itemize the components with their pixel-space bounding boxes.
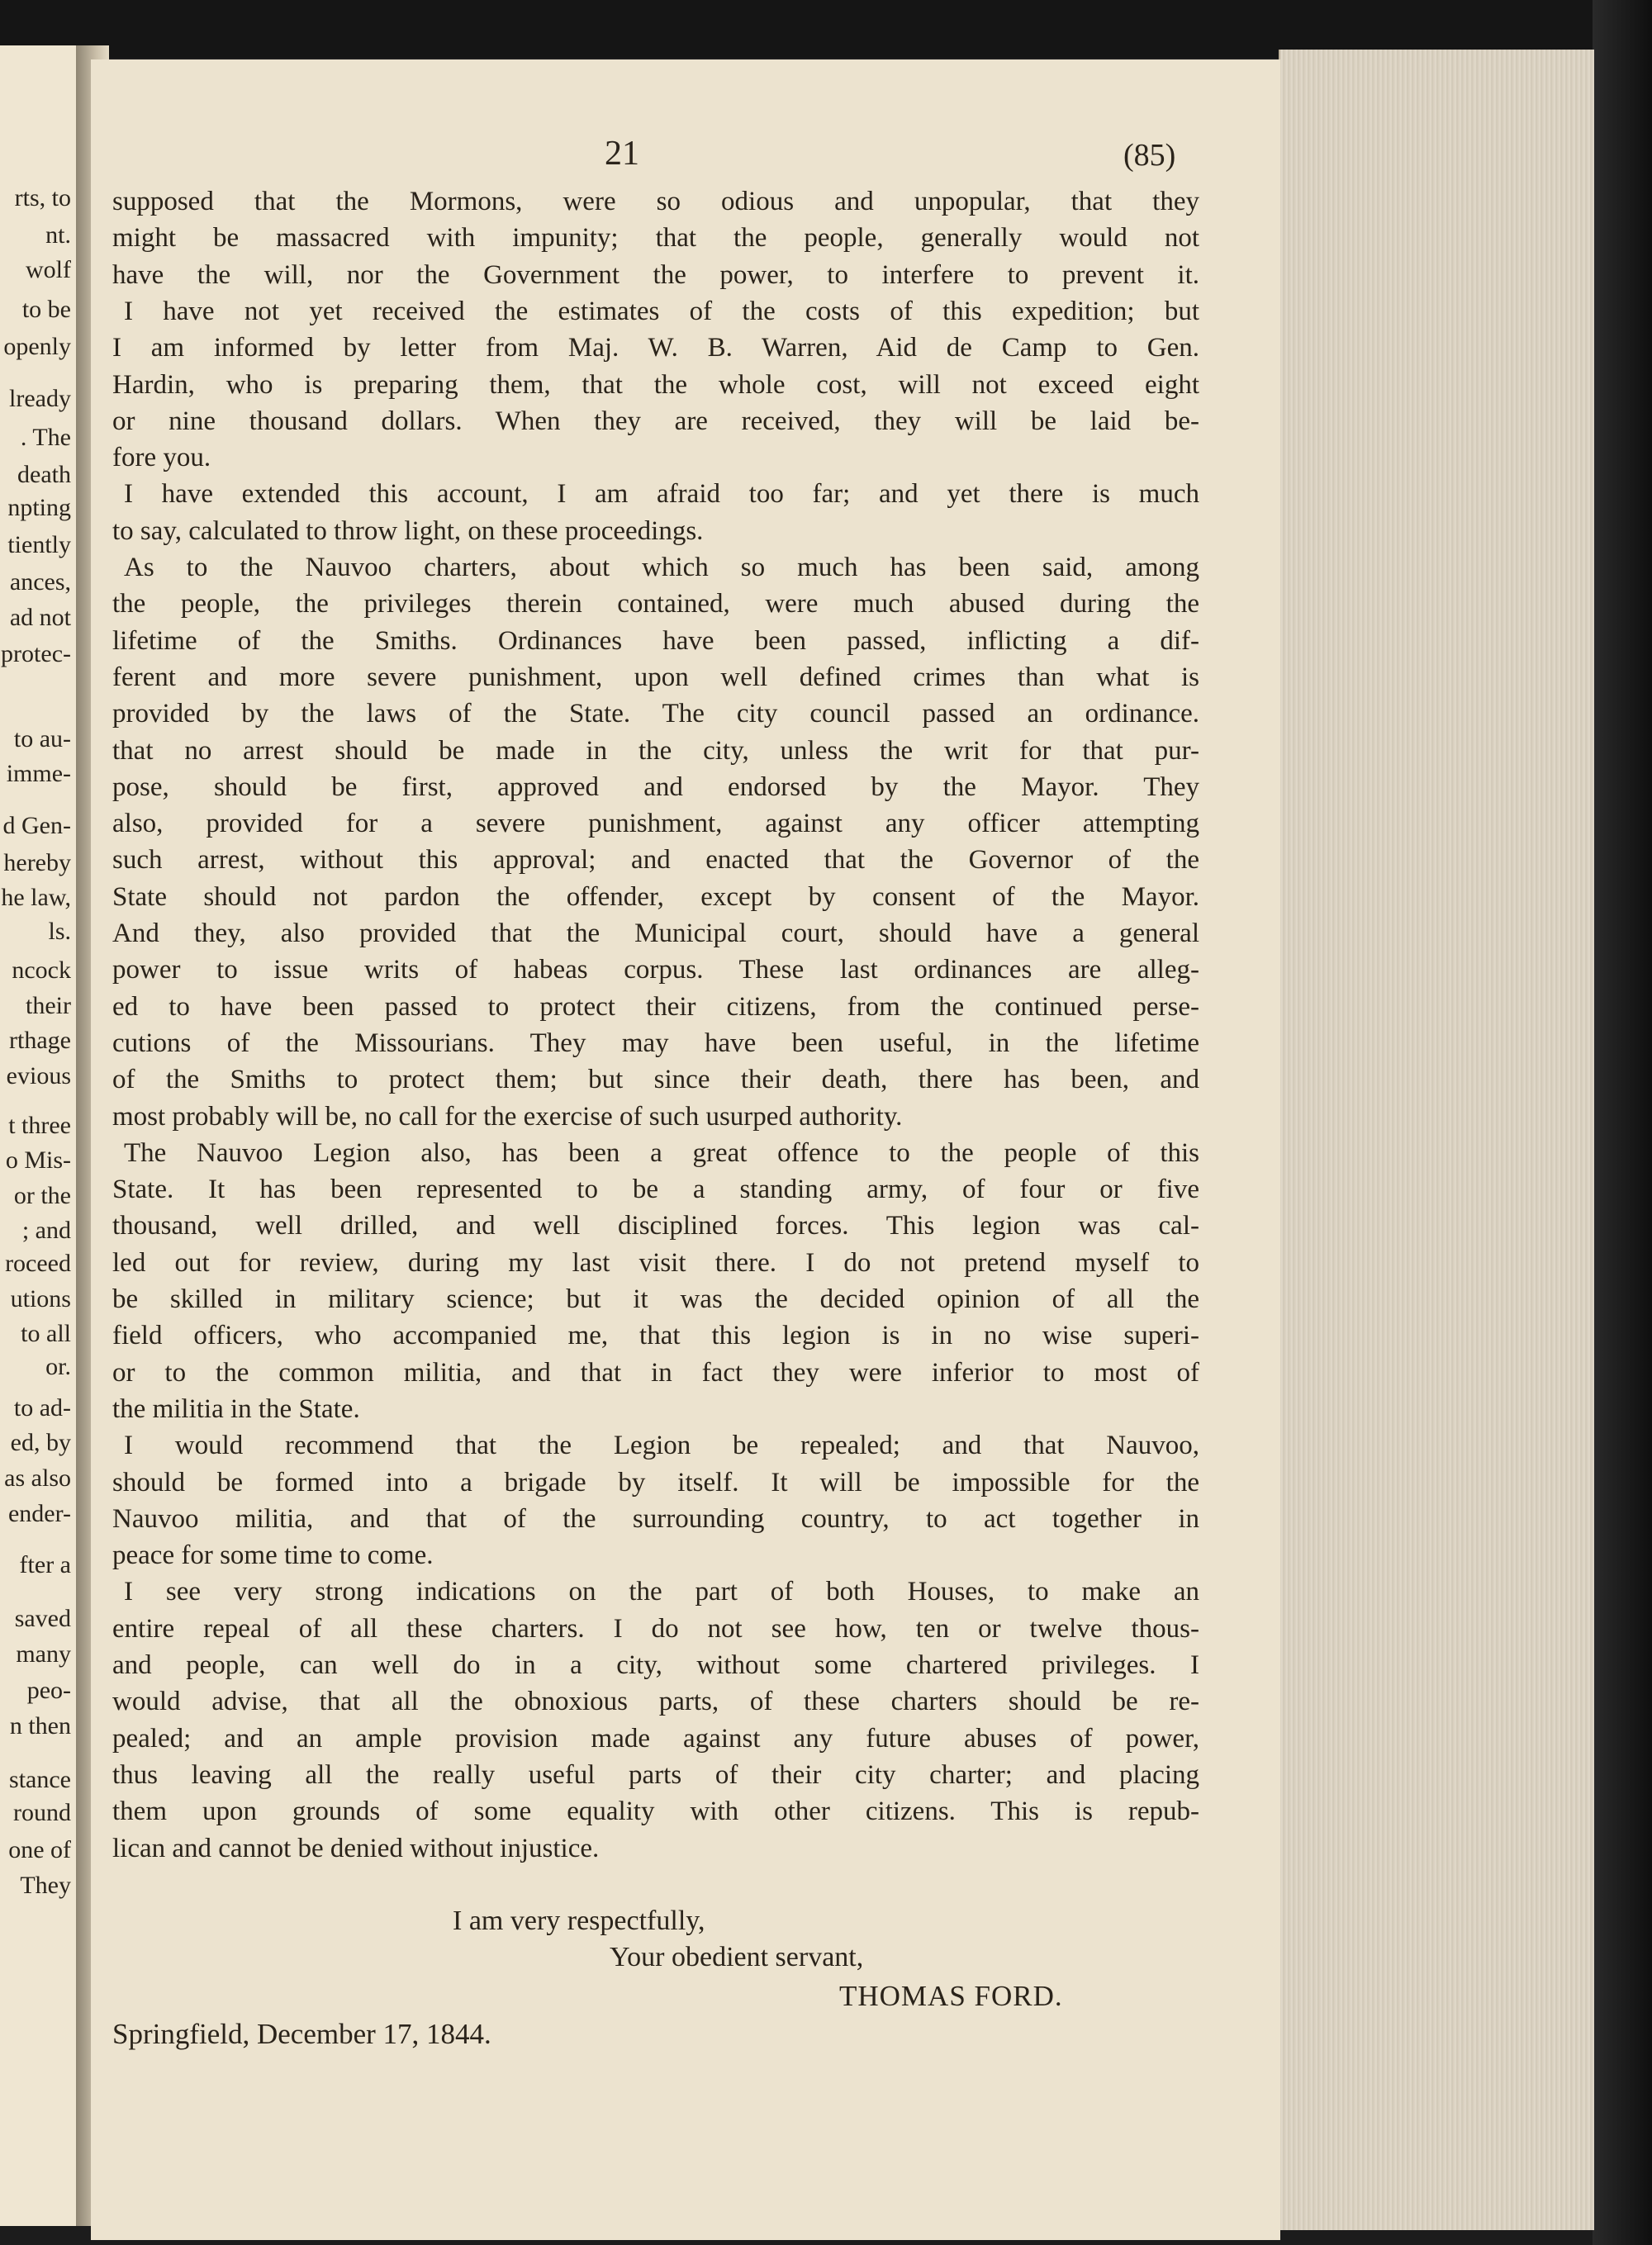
left-page-fragment: nt. bbox=[45, 221, 71, 249]
left-page-fragment: death bbox=[17, 461, 71, 488]
text-line: of the Smiths to protect them; but since their death, there has been, and bbox=[112, 1065, 1199, 1095]
dateline: Springfield, December 17, 1844. bbox=[112, 2018, 491, 2050]
left-page-fragment: ances, bbox=[9, 568, 71, 596]
left-page-fragment: or the bbox=[13, 1182, 71, 1209]
closing-salutation: I am very respectfully, bbox=[453, 1906, 705, 1936]
text-line: or to the common militia, and that in fact they were inferior to most of bbox=[112, 1357, 1199, 1388]
left-page-fragment: They bbox=[20, 1872, 71, 1899]
left-page-fragment: he law, bbox=[1, 884, 71, 911]
text-line: pealed; and an ample provision made against any future abuses of power, bbox=[112, 1723, 1199, 1754]
text-line: field officers, who accompanied me, that this legion is in no wise superi- bbox=[112, 1321, 1199, 1351]
text-line: Hardin, who is preparing them, that the whole cost, will not exceed eight bbox=[112, 369, 1199, 400]
left-page-fragment: one of bbox=[8, 1836, 71, 1863]
left-page-fragment: to all bbox=[21, 1320, 71, 1347]
left-page-fragment: imme- bbox=[6, 760, 71, 787]
text-line: The Nauvoo Legion also, has been a great offence to the people of this bbox=[124, 1137, 1199, 1168]
text-line: And they, also provided that the Municipal court, should have a general bbox=[112, 918, 1199, 948]
text-line: supposed that the Mormons, were so odious and unpopular, that they bbox=[112, 187, 1199, 216]
left-page-fragment: saved bbox=[14, 1605, 71, 1632]
text-line: ed to have been passed to protect their citizens, from the continued perse- bbox=[112, 991, 1199, 1022]
text-line: I am informed by letter from Maj. W. B. Warren, Aid de Camp to Gen. bbox=[112, 333, 1199, 363]
book-spine bbox=[1593, 0, 1652, 2245]
left-page-fragment: to au- bbox=[13, 725, 71, 752]
left-page-fragment: tiently bbox=[7, 531, 71, 558]
left-page-fragment: their bbox=[26, 992, 71, 1019]
left-page-fragment: utions bbox=[10, 1285, 71, 1312]
text-line: I have not yet received the estimates of the costs of this expedition; but bbox=[124, 296, 1199, 326]
text-line: lifetime of the Smiths. Ordinances have been passed, inflicting a dif- bbox=[112, 625, 1199, 656]
left-page-fragment: o Mis- bbox=[5, 1146, 71, 1174]
text-line: peace for some time to come. bbox=[112, 1540, 434, 1571]
text-line: entire repeal of all these charters. I do not see how, ten or twelve thous- bbox=[112, 1613, 1199, 1644]
left-page-fragment: rts, to bbox=[14, 184, 71, 211]
left-page-fragment: ncock bbox=[12, 956, 71, 984]
text-line: I see very strong indications on the part of both Houses, to make an bbox=[124, 1577, 1199, 1607]
text-line: to say, calculated to throw light, on these proceedings. bbox=[112, 515, 704, 546]
text-line: ferent and more severe punishment, upon well defined crimes than what is bbox=[112, 662, 1199, 692]
text-line: I have extended this account, I am afraid too far; and yet there is much bbox=[124, 479, 1199, 510]
left-page-fragment: many bbox=[16, 1640, 71, 1668]
left-page-fragment: openly bbox=[3, 333, 71, 360]
text-line: lican and cannot be denied without injustice. bbox=[112, 1833, 600, 1863]
text-line: Nauvoo militia, and that of the surrounding country, to act together in bbox=[112, 1503, 1199, 1534]
left-page-fragment: rthage bbox=[9, 1027, 71, 1054]
text-line: or nine thousand dollars. When they are received, they will be laid be- bbox=[112, 406, 1199, 436]
original-page-number: (85) bbox=[1123, 138, 1176, 173]
text-line: most probably will be, no call for the exercise of such usurped authority. bbox=[112, 1101, 903, 1132]
text-line: power to issue writs of habeas corpus. These last ordinances are alleg- bbox=[112, 955, 1199, 985]
text-line: I would recommend that the Legion be repealed; and that Nauvoo, bbox=[124, 1431, 1199, 1461]
left-page-fragment: t three bbox=[8, 1112, 71, 1139]
text-line: that no arrest should be made in the city, unless the writ for that pur- bbox=[112, 735, 1199, 766]
left-page-fragment: or. bbox=[45, 1353, 71, 1380]
left-page-fragment: . The bbox=[20, 424, 71, 451]
left-page-fragment: npting bbox=[7, 494, 71, 521]
left-page-fragment: d Gen- bbox=[2, 812, 71, 839]
text-line: provided by the laws of the State. The city council passed an ordinance. bbox=[112, 699, 1199, 729]
left-page-fragment: ender- bbox=[7, 1500, 71, 1527]
text-line: fore you. bbox=[112, 443, 211, 473]
page-number: 21 bbox=[605, 135, 639, 173]
text-line: might be massacred with impunity; that the people, generally would not bbox=[112, 223, 1199, 254]
text-line: have the will, nor the Government the power, to interfere to prevent it. bbox=[112, 259, 1199, 290]
text-line: the people, the privileges therein contained, were much abused during the bbox=[112, 589, 1199, 619]
left-page-fragment: n then bbox=[9, 1712, 71, 1740]
left-page-fragment: protec- bbox=[1, 640, 71, 667]
text-line: the militia in the State. bbox=[112, 1393, 360, 1424]
left-page-fragment: lready bbox=[9, 385, 71, 412]
left-page-fragment: ed, by bbox=[10, 1429, 71, 1456]
left-page-fragment: ; and bbox=[21, 1217, 71, 1244]
text-line: such arrest, without this approval; and enacted that the Governor of the bbox=[112, 845, 1199, 876]
text-line: led out for review, during my last visit there. I do not pretend myself to bbox=[112, 1247, 1199, 1278]
text-line: them upon grounds of some equality with other citizens. This is repub- bbox=[112, 1796, 1199, 1827]
text-line: and people, can well do in a city, without some chartered privileges. I bbox=[112, 1650, 1199, 1680]
left-facing-page bbox=[0, 45, 78, 2226]
left-page-fragment: to ad- bbox=[13, 1394, 71, 1422]
text-line: As to the Nauvoo charters, about which so much has been said, among bbox=[124, 553, 1199, 582]
closing-servant: Your obedient servant, bbox=[610, 1942, 864, 1972]
left-page-fragment: evious bbox=[6, 1062, 71, 1089]
signature: THOMAS FORD. bbox=[839, 1980, 1063, 2012]
left-page-fragment: hereby bbox=[3, 849, 71, 876]
left-page-fragment: stance bbox=[9, 1766, 71, 1793]
text-line: thousand, well drilled, and well disciplined forces. This legion was cal- bbox=[112, 1211, 1199, 1241]
left-page-fragment: fter a bbox=[19, 1551, 71, 1578]
left-page-fragment: roceed bbox=[5, 1250, 71, 1277]
left-page-fragment: to be bbox=[21, 296, 71, 323]
text-line: would advise, that all the obnoxious parts, of these charters should be re- bbox=[112, 1687, 1199, 1717]
left-page-fragment: peo- bbox=[26, 1677, 71, 1704]
page-block-edges bbox=[1279, 50, 1594, 2230]
text-line: be skilled in military science; but it was the decided opinion of all the bbox=[112, 1284, 1199, 1314]
text-line: should be formed into a brigade by itself. It will be impossible for the bbox=[112, 1467, 1199, 1497]
text-line: thus leaving all the really useful parts of their city charter; and placing bbox=[112, 1759, 1199, 1790]
text-line: also, provided for a severe punishment, against any officer attempting bbox=[112, 809, 1199, 839]
left-page-fragment: as also bbox=[4, 1464, 71, 1492]
text-line: State. It has been represented to be a standing army, of four or five bbox=[112, 1175, 1199, 1205]
left-page-fragment: ad not bbox=[9, 604, 71, 631]
left-page-fragment: ls. bbox=[48, 918, 71, 945]
text-line: State should not pardon the offender, except by consent of the Mayor. bbox=[112, 881, 1199, 912]
text-line: cutions of the Missourians. They may have been useful, in the lifetime bbox=[112, 1028, 1199, 1058]
text-line: pose, should be first, approved and endorsed by the Mayor. They bbox=[112, 771, 1199, 802]
left-page-fragment: wolf bbox=[26, 256, 71, 283]
left-page-fragment: round bbox=[13, 1799, 71, 1826]
